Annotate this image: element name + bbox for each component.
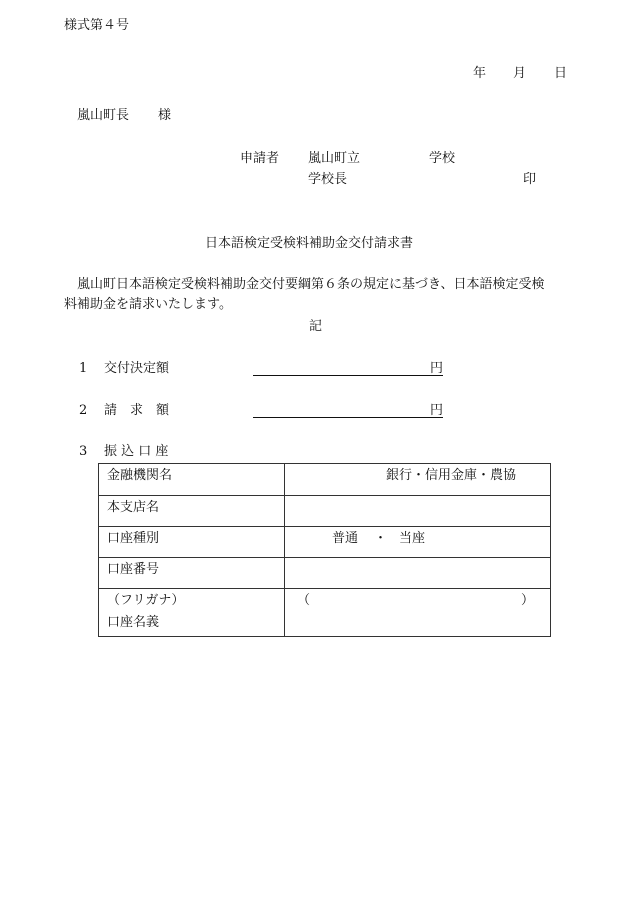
document-title: 日本語検定受検料補助金交付請求書	[205, 236, 414, 251]
applicant-label: 申請者	[240, 151, 280, 166]
date-month-label: 月	[513, 66, 527, 81]
table-row	[99, 589, 551, 637]
account-number-value	[285, 558, 551, 589]
bank-name-value	[285, 464, 551, 496]
item-number: 2	[79, 403, 88, 418]
table-row	[99, 464, 551, 496]
grant-amount-unit: 円	[430, 361, 444, 376]
applicant-town: 嵐山町立	[308, 151, 361, 166]
bank-name-label: 金融機関名	[99, 464, 285, 496]
account-type-checking: 当座	[399, 531, 426, 546]
item-number: 1	[79, 361, 88, 376]
item-label-grant-amount: 交付決定額	[104, 361, 170, 376]
table-row	[99, 496, 551, 527]
applicant-principal: 学校長	[308, 172, 348, 187]
addressee-name: 嵐山町長	[77, 108, 130, 123]
account-type-value	[285, 527, 551, 558]
request-amount-underline	[253, 417, 443, 418]
item-label-request-amount: 請 求 額	[104, 403, 170, 418]
applicant-seal: 印	[523, 172, 537, 187]
request-amount-unit: 円	[430, 403, 444, 418]
branch-name-value	[285, 496, 551, 527]
branch-name-label: 本支店名	[99, 496, 285, 527]
account-type-label: 口座種別	[99, 527, 285, 558]
furigana-paren-close: ）	[521, 593, 535, 608]
item-number: 3	[79, 444, 88, 459]
furigana-label: （フリガナ）	[107, 593, 185, 608]
furigana-paren-open: （	[297, 593, 311, 608]
account-holder-name-label: 口座名義	[107, 615, 160, 630]
account-holder-value	[285, 589, 551, 637]
date-day-label: 日	[554, 66, 568, 81]
table-row	[99, 558, 551, 589]
body-text-line1: 嵐山町日本語検定受検料補助金交付要綱第６条の規定に基づき、日本語検定受検	[77, 277, 545, 292]
account-holder-label	[99, 589, 285, 637]
bank-account-table	[98, 463, 551, 637]
addressee-honorific: 様	[158, 108, 172, 123]
form-number: 様式第４号	[64, 18, 130, 33]
item-label-transfer-account: 振 込 口 座	[104, 444, 169, 459]
account-type-ordinary: 普通	[332, 531, 359, 546]
body-text-line2: 料補助金を請求いたします。	[64, 297, 232, 312]
account-type-separator: ・	[374, 531, 388, 546]
applicant-school: 学校	[429, 151, 456, 166]
account-number-label: 口座番号	[99, 558, 285, 589]
bank-type-options: 銀行・信用金庫・農協	[386, 468, 517, 483]
date-year-label: 年	[473, 66, 487, 81]
ki-label: 記	[309, 319, 323, 334]
grant-amount-underline	[253, 375, 443, 376]
table-row	[99, 527, 551, 558]
